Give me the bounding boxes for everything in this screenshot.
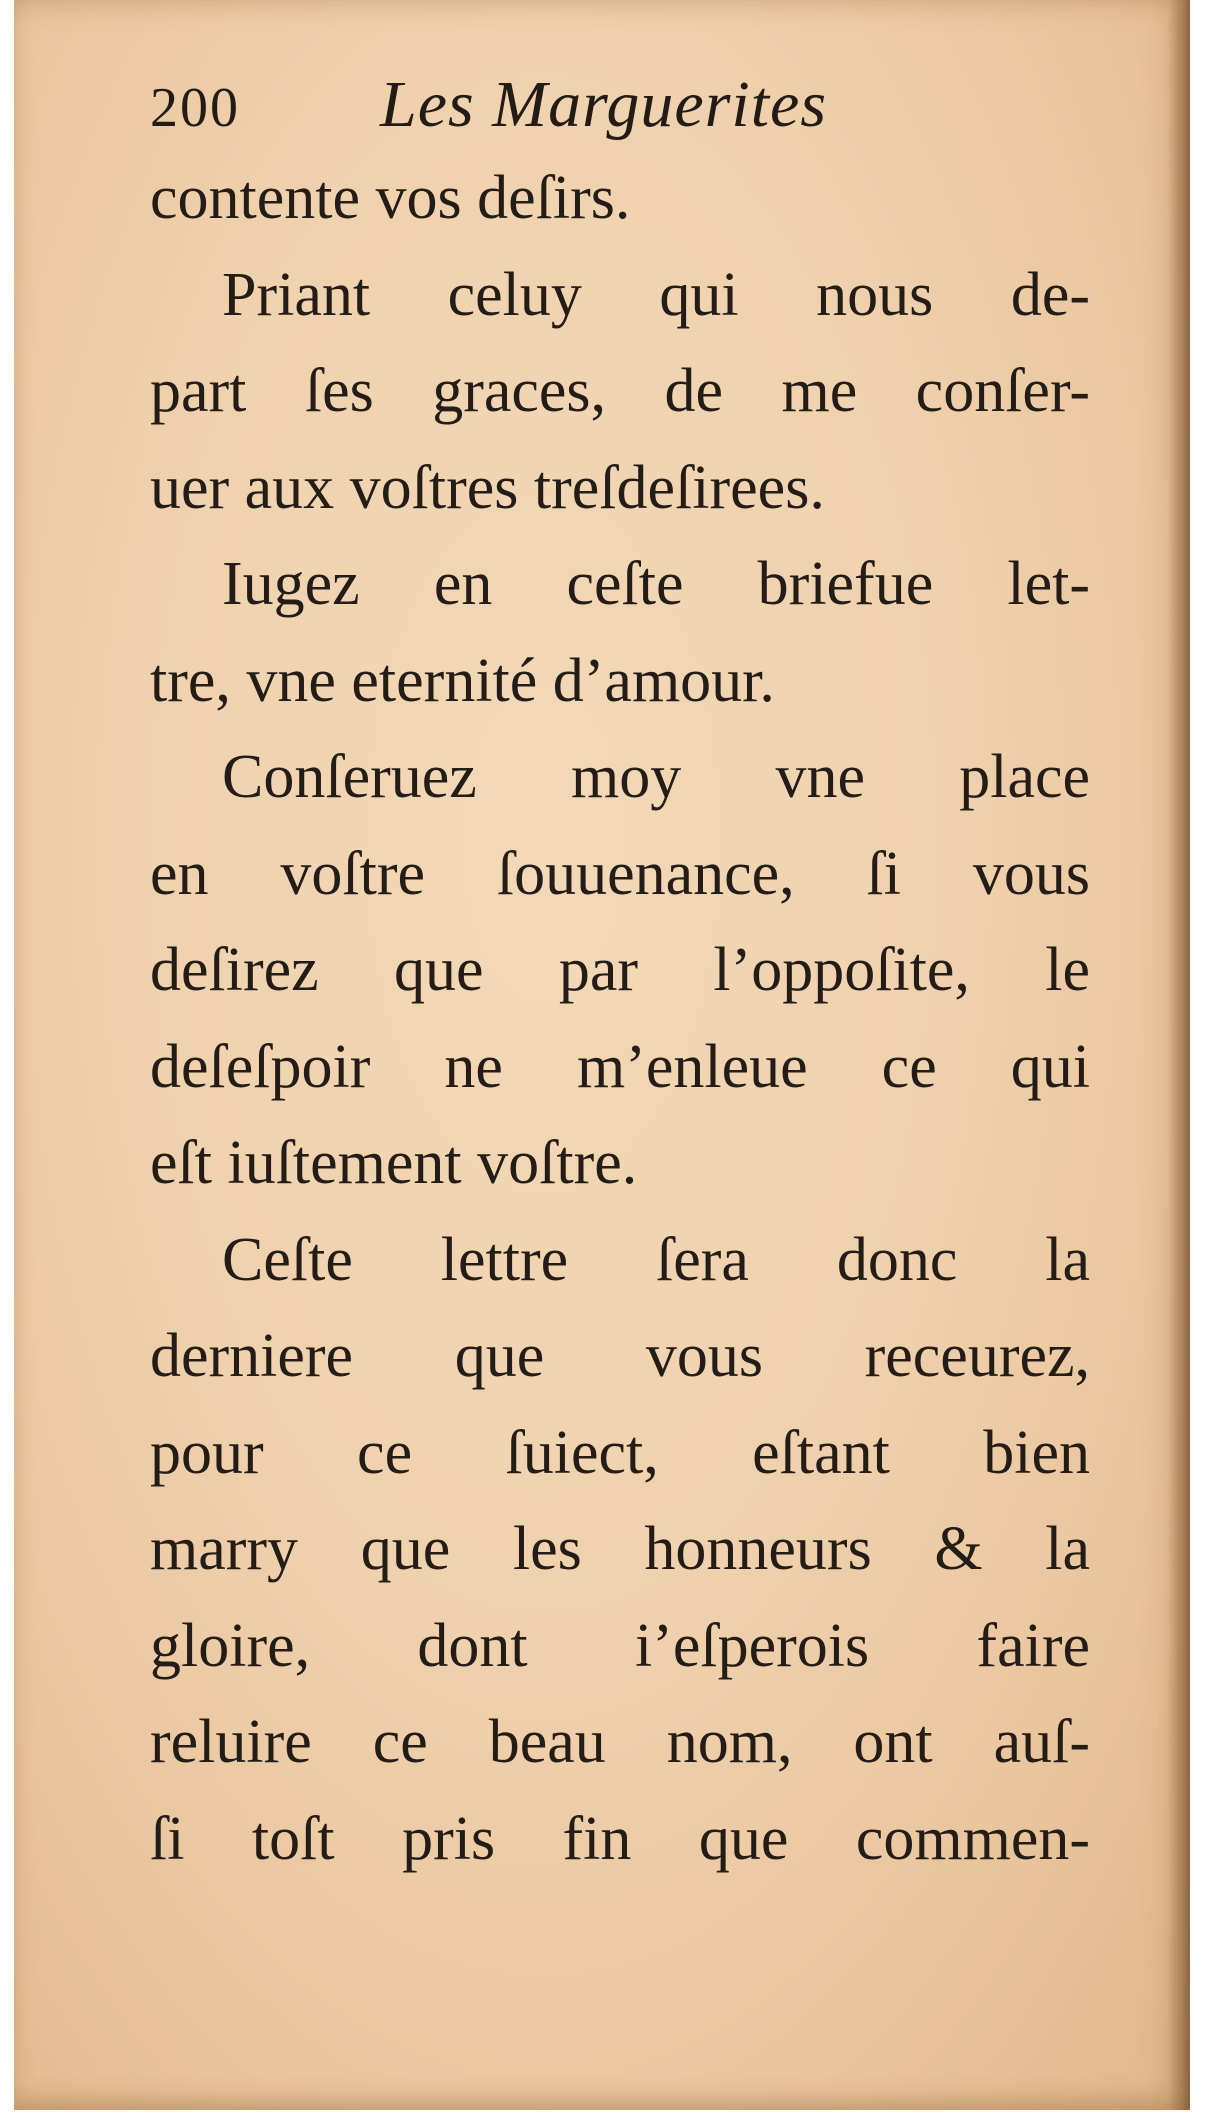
book-page (14, 0, 1190, 2110)
text-line: Conſeruez moy vne place (222, 743, 1090, 811)
text-line: reluire ce beau nom, ont auſ- (150, 1708, 1090, 1776)
text-line: tre, vne eternité d’amour. (150, 646, 775, 715)
running-head (150, 60, 1090, 150)
text-line: derniere que vous receurez, (150, 1322, 1090, 1390)
body-text (150, 150, 1090, 1887)
book-title: Les Marguerites (380, 68, 828, 141)
text-line: Priant celuy qui nous de- (222, 260, 1090, 329)
text-line: uer aux voſtres treſdeſirees. (150, 453, 825, 522)
text-line: ſi toſt pris fin que commen- (150, 1804, 1090, 1873)
text-line: gloire, dont i’eſperois faire (150, 1611, 1090, 1680)
page-number: 200 (150, 77, 240, 139)
text-line: deſirez que par l’oppoſite, le (150, 936, 1090, 1004)
text-line: Ceſte lettre ſera donc la (222, 1225, 1090, 1294)
text-line: Iugez en ceſte briefue let- (222, 550, 1090, 618)
text-line: eſt iuſtement voſtre. (150, 1129, 638, 1197)
text-line: deſeſpoir ne m’enleue ce qui (150, 1032, 1090, 1101)
text-line: contente vos deſirs. (150, 164, 631, 232)
text-line: en voſtre ſouuenance, ſi vous (150, 839, 1090, 908)
text-line: pour ce ſuiect, eſtant bien (150, 1418, 1090, 1487)
text-line: part ſes graces, de me conſer- (150, 357, 1090, 425)
text-line: marry que les honneurs & la (150, 1515, 1090, 1583)
